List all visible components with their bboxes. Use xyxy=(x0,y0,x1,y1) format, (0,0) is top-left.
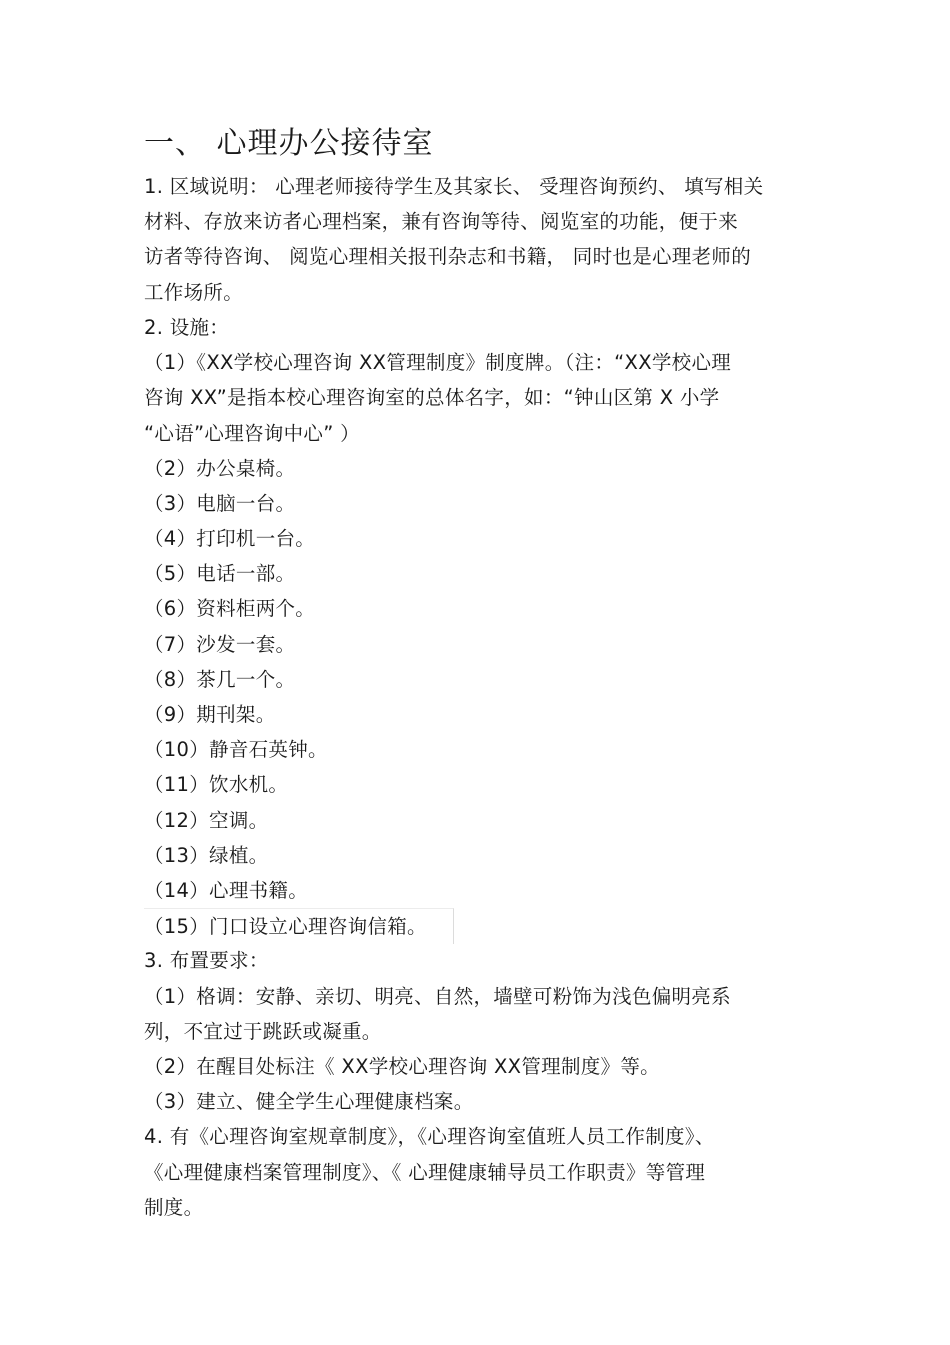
list-item: （8）茶几一个。 xyxy=(144,668,296,691)
list-item: （11）饮水机。 xyxy=(144,773,289,796)
paragraph-line: 1. 区域说明： 心理老师接待学生及其家长、 受理咨询预约、 填写相关 xyxy=(144,175,764,198)
list-item: （13）绿植。 xyxy=(144,844,269,867)
list-item: （5）电话一部。 xyxy=(144,562,296,585)
paragraph-line: 访者等待咨询、 阅览心理相关报刊杂志和书籍， 同时也是心理老师的 xyxy=(144,245,751,268)
list-item: （2）在醒目处标注《 XX学校心理咨询 XX管理制度》等。 xyxy=(144,1055,660,1078)
section-heading: 2. 设施： xyxy=(144,316,230,339)
list-item-continued: 列，不宜过于跳跃或凝重。 xyxy=(144,1020,382,1043)
list-item: （2）办公桌椅。 xyxy=(144,457,296,480)
list-item: （3）电脑一台。 xyxy=(144,492,296,515)
section-heading: 4. 有《心理咨询室规章制度》，《心理咨询室值班人员工作制度》、 xyxy=(144,1125,715,1148)
list-item: （12）空调。 xyxy=(144,809,269,832)
section-heading: 3. 布置要求： xyxy=(144,949,269,972)
paragraph-line: 《心理健康档案管理制度》、《 心理健康辅导员工作职责》等管理 xyxy=(144,1161,706,1184)
list-item: （14）心理书籍。 xyxy=(144,879,309,902)
list-item: （7）沙发一套。 xyxy=(144,633,296,656)
list-item: （1）格调：安静、亲切、明亮、自然，墙壁可粉饰为浅色偏明亮系 xyxy=(144,985,731,1008)
list-item: （1）《XX学校心理咨询 XX管理制度》制度牌。（注：“XX学校心理 xyxy=(144,351,732,374)
list-item: （9）期刊架。 xyxy=(144,703,276,726)
list-item-continued: “心语”心理咨询中心” ） xyxy=(144,422,360,445)
paragraph-line: 制度。 xyxy=(144,1196,204,1219)
list-item: （15）门口设立心理咨询信箱。 xyxy=(144,908,454,944)
list-item-continued: 咨询 XX”是指本校心理咨询室的总体名字，如：“钟山区第 X 小学 xyxy=(144,386,720,409)
list-item: （6）资料柜两个。 xyxy=(144,597,316,620)
list-item: （3）建立、健全学生心理健康档案。 xyxy=(144,1090,474,1113)
paragraph-line: 材料、存放来访者心理档案，兼有咨询等待、阅览室的功能，便于来 xyxy=(144,210,739,233)
paragraph-line: 工作场所。 xyxy=(144,281,244,304)
list-item: （4）打印机一台。 xyxy=(144,527,316,550)
list-item: （10）静音石英钟。 xyxy=(144,738,328,761)
page-title: 一、 心理办公接待室 xyxy=(144,126,434,161)
